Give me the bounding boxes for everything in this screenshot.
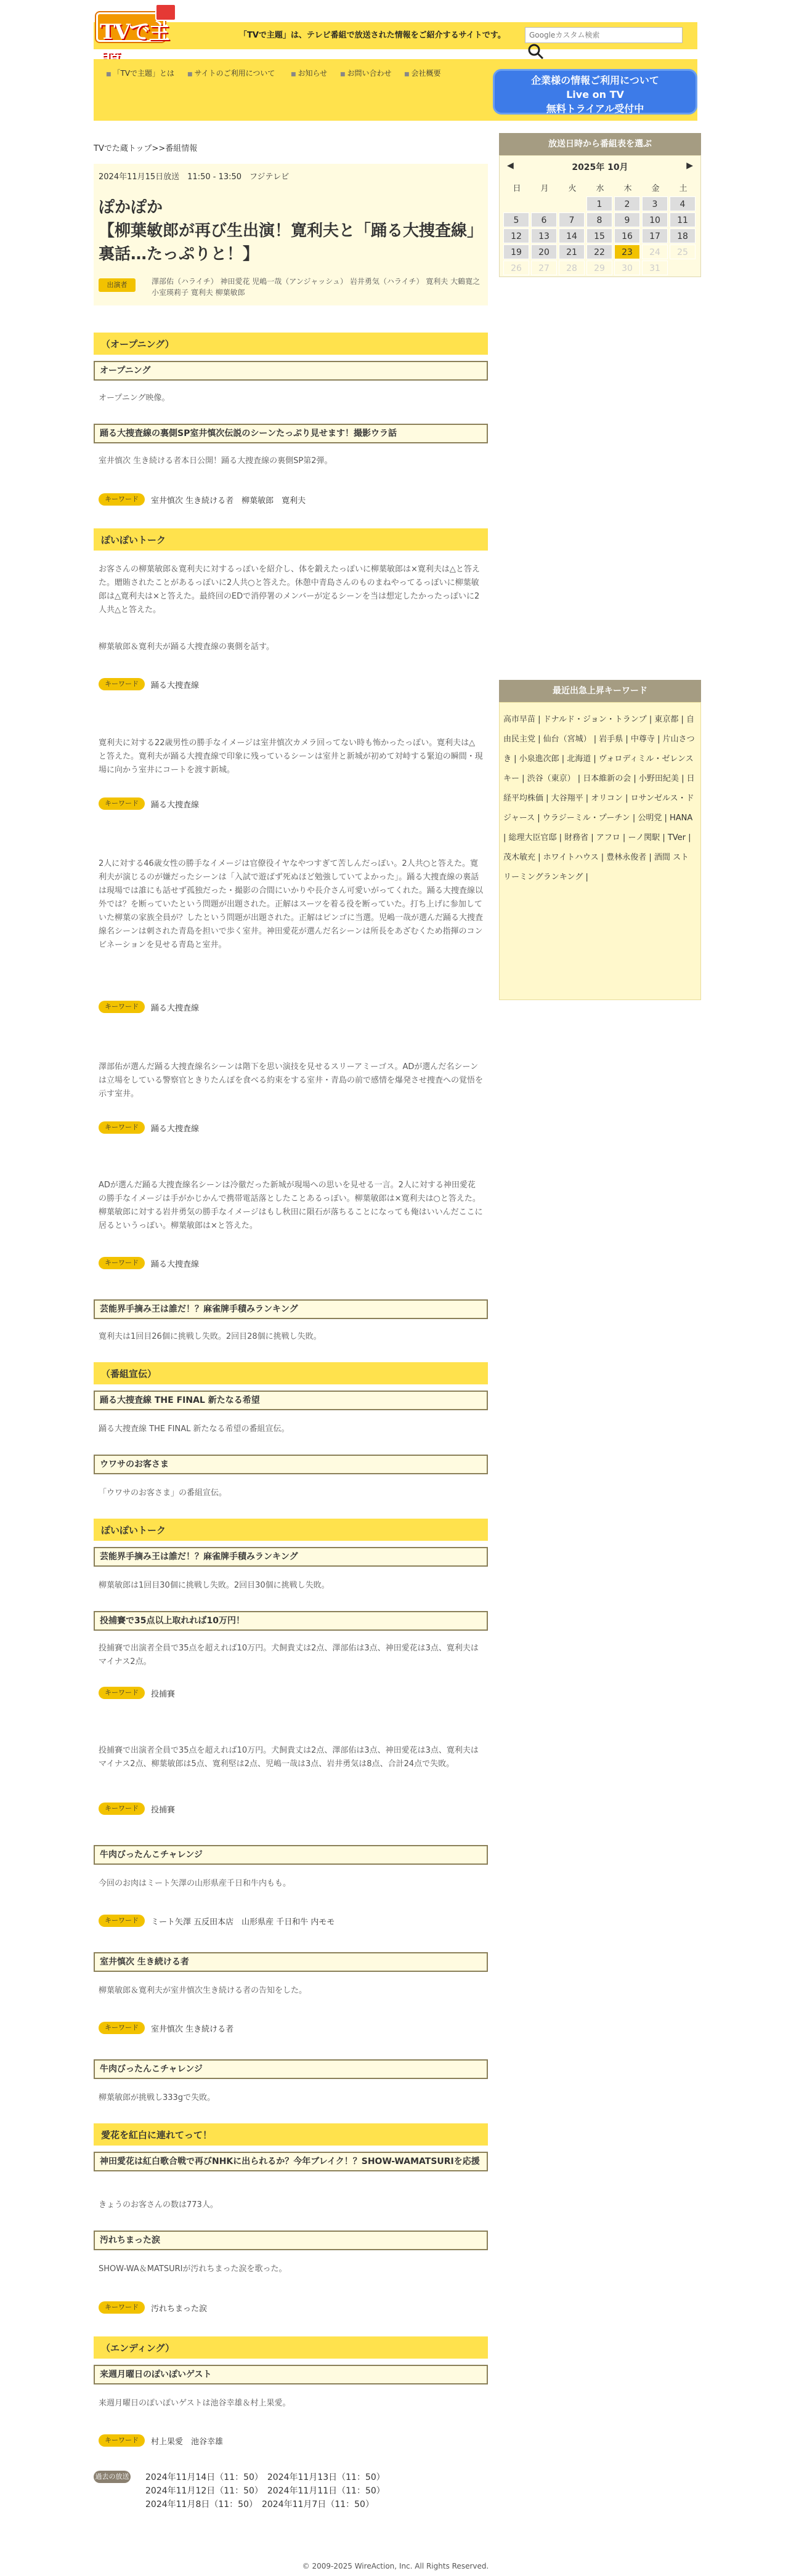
calendar-weekday: 日 <box>513 184 521 193</box>
calendar-day: 28 <box>559 260 585 275</box>
calendar-day[interactable]: 21 <box>559 244 585 259</box>
keyword-badge: キーワード <box>99 2434 145 2447</box>
calendar-day[interactable]: 22 <box>586 244 612 259</box>
keyword-link[interactable]: 踊る大捜査線 <box>151 680 200 690</box>
keyword-row <box>99 2021 233 2035</box>
calendar-day[interactable]: 17 <box>642 228 668 243</box>
calendar-day[interactable]: 7 <box>559 212 585 227</box>
topic-text: 来週月曜日のぽいぽいゲストは池谷幸雄＆村上果愛。 <box>99 2399 291 2408</box>
trending-keywords[interactable]: 高市早苗 | ドナルド・ジョン・トランプ | 東京都 | 自由民主党 | 仙台（宮城） | 岩手県 | 中尊寺 | 片山さつき | 小泉進次郎 | 北海道 | ヴォロディミル・ゼレンスキー | 渋谷（東京） | 日本維新の会 | 小野田紀美 | 日経平均株価 | 大谷翔平 | オリコン | ロサンゼルス・ドジャース | ウラジーミル・プーチン | 公明党 | HANA | 総理大臣官邸 | 財務省 | アフロ | ーノ関駅 | TVer | 茂木敏充 | ホワイトハウス | 豊林永俊者 | 酒間 ストリーミングランキング | <box>499 702 701 1000</box>
topic-text: 室井慎次 生き続ける者本日公開！踊る大捜査線の裏側SP第2弾。 <box>99 456 333 466</box>
nav-terms[interactable]: ■ サイトのご利用について <box>187 68 275 78</box>
calendar-weekday: 月 <box>540 184 549 193</box>
keyword-row <box>99 1000 199 1014</box>
topic-heading: 室井慎次 生き続ける者 <box>94 1952 488 1972</box>
keyword-badge: キーワード <box>99 1121 145 1134</box>
keyword-badge: キーワード <box>99 2301 145 2314</box>
cta-line-1: 企業様の情報ご利用について <box>531 75 659 86</box>
calendar-day[interactable]: 6 <box>531 212 557 227</box>
calendar-day[interactable]: 12 <box>503 228 529 243</box>
calendar-day: 29 <box>586 260 612 275</box>
calendar-day[interactable]: 1 <box>586 196 612 211</box>
breadcrumb-home[interactable]: TVでた蔵トップ <box>94 144 152 153</box>
calendar-day[interactable]: 11 <box>670 212 696 227</box>
calendar-day[interactable]: 4 <box>670 196 696 211</box>
keyword-row <box>99 1256 199 1270</box>
topic-text: きょうのお客さんの数は773人。 <box>99 2200 218 2210</box>
calendar-day[interactable]: 23 <box>614 244 640 259</box>
keyword-link[interactable]: 室井慎次 生き続ける者 柳葉敏郎 寛利夫 <box>151 496 306 506</box>
program-title <box>99 196 481 266</box>
sidebar-keywords <box>499 680 701 1000</box>
topic-text: 投捕賽で出演者全員で35点を超えれば10万円。犬飼貴丈は2点、澤部佑は3点、神田愛花は3点、寛利夫はマイナス2点、柳葉敏郎は5点、寛利堅は2点、児嶋一哉は3点、岩井勇気は8点、合計24点で失敗。 <box>99 1746 479 1769</box>
past-broadcast-link[interactable]: 2024年11月12日（11：50） 2024年11月11日（11：50） <box>145 2486 385 2496</box>
nav-contact[interactable]: ■ お問い合わせ <box>340 68 392 78</box>
topic-heading: 芸能界手摘み王は誰だ！？麻雀牌手積みランキング <box>94 1299 488 1319</box>
topic-heading: 来週月曜日のぽいぽいゲスト <box>94 2365 488 2384</box>
topic-heading: 踊る大捜査線 THE FINAL 新たなる希望 <box>94 1391 488 1410</box>
calendar-day: 27 <box>531 260 557 275</box>
cast-list: 澤部佑（ハライチ） 神田愛花 児嶋一哉（アンジャッシュ） 岩井勇気（ハライチ） 寛利夫 大鶴寛之 小室瑛莉子 寛利夫 柳葉敏郎 <box>152 277 481 297</box>
topic-heading: 投捕賽で35点以上取れれば10万円！ <box>94 1611 488 1631</box>
keyword-link[interactable]: 村上果愛 池谷幸雄 <box>151 2437 224 2447</box>
calendar-day[interactable]: 18 <box>670 228 696 243</box>
calendar-weekday: 火 <box>568 184 577 193</box>
keyword-row <box>99 493 306 506</box>
topic-heading: 汚れちまった涙 <box>94 2231 488 2250</box>
keyword-link[interactable]: ミート矢澤 五反田本店 山形県産 千日和牛 内モモ <box>151 1917 335 1927</box>
topic-heading: 芸能界手摘み王は誰だ！？麻雀牌手積みランキング <box>94 1547 488 1567</box>
topic-heading: 牛肉びったんこチャレンジ <box>94 2059 488 2079</box>
topic-text: 柳葉敏郎が挑戦し333gで失敗。 <box>99 2093 216 2102</box>
keyword-row <box>99 2301 207 2314</box>
cast-label: 出演者 <box>99 278 136 292</box>
calendar-weekday: 金 <box>651 184 660 193</box>
program-header <box>94 164 488 305</box>
keyword-row <box>99 1686 175 1700</box>
calendar-weekday: 水 <box>596 184 604 193</box>
keyword-row <box>99 797 199 810</box>
keywords-heading: 最近出急上昇キーワード <box>499 680 701 702</box>
topic-heading: 牛肉びったんこチャレンジ <box>94 1845 488 1865</box>
site-logo[interactable]: TVで主 <box>96 4 176 47</box>
calendar-day[interactable]: 5 <box>503 212 529 227</box>
calendar-weekday: 木 <box>623 184 632 193</box>
breadcrumb-current: 番組情報 <box>165 144 198 153</box>
topic-text: 澤部佑が選んだ踊る大捜査線名シーンは階下を思い演技を見せるスリーアミーゴス。ADが選んだ名シーンは立場をしている警察官ときりたんぽを食べる約束をする室井・青島の前で感情を爆発させ捜査への覚悟を示す室井。 <box>99 1062 484 1099</box>
section-heading: 愛花を紅白に連れてって！ <box>94 2123 488 2146</box>
calendar-weekday: 土 <box>679 184 688 193</box>
topic-text: 「ウワサのお客さま」の番組宣伝。 <box>99 1488 227 1498</box>
keyword-badge: キーワード <box>99 797 145 810</box>
topic-text: お客さんの柳葉敏郎＆寛利夫に対するっぽいを紹介し、体を鍛えたっぽいに柳葉敏郎は×寛利夫は△と答えた。贈賄されたことがあるっぽいに2人共○と答えた。休憩中青島さんのものまねやってるっぽいに柳葉敏郎は△寛利夫は×と答えた。最終回のEDで消停署のメンバーが定るシーンを当は想定したかったっぽいに2人共△と答えた。 <box>99 565 480 615</box>
sidebar-calendar <box>499 133 701 277</box>
topic-heading: オープニング <box>94 361 488 381</box>
topic-text: 今回のお肉はミート矢澤の山形県産千日和牛内もも。 <box>99 1879 291 1888</box>
section-heading: （番組宣伝） <box>94 1362 488 1384</box>
calendar-day: 24 <box>642 244 668 259</box>
calendar-day[interactable]: 14 <box>559 228 585 243</box>
keyword-badge: キーワード <box>99 1257 145 1269</box>
keyword-link[interactable]: 踊る大捜査線 <box>151 800 200 810</box>
topic-text: 柳葉敏郎は1回目30個に挑戦し失敗。2回目30個に挑戦し失敗。 <box>99 1581 330 1590</box>
keyword-link[interactable]: 踊る大捜査線 <box>151 1124 200 1134</box>
calendar-day[interactable]: 15 <box>586 228 612 243</box>
calendar-heading: 放送日時から番組表を選ぶ <box>499 133 701 155</box>
keyword-link[interactable]: 室井慎次 生き続ける者 <box>151 2024 234 2034</box>
breadcrumb-sep: >> <box>152 144 166 153</box>
footer-copyright: © 2009-2025 WireAction, Inc. All Rights Reserved. <box>302 2562 489 2570</box>
keyword-link[interactable]: 汚れちまった涙 <box>151 2304 208 2314</box>
breadcrumb <box>94 142 197 153</box>
keyword-row <box>99 1914 335 1928</box>
calendar-day[interactable]: 2 <box>614 196 640 211</box>
calendar-day[interactable]: 20 <box>531 244 557 259</box>
calendar-day[interactable]: 8 <box>586 212 612 227</box>
keyword-badge: キーワード <box>99 1001 145 1013</box>
topic-text: 投捕賽で出演者全員で35点を超えれば10万円。犬飼貴丈は2点、澤部佑は3点、神田愛花は3点、寛利夫はマイナス2点。 <box>99 1644 479 1666</box>
calendar-day: 26 <box>503 260 529 275</box>
section-heading: （オープニング） <box>94 333 488 355</box>
past-broadcast-link[interactable]: 2024年11月14日（11：50） 2024年11月13日（11：50） <box>145 2473 385 2482</box>
topic-text: ADが選んだ踊る大捜査線名シーンは冷徹だった新城が現場への思いを見せる一言。2人に対する神田愛花の勝手なイメージは手がかじかんで携帯電話落としたことあるっぽい。柳葉敏郎は×寛利夫は○と答えた。柳葉敏郎に対する岩井勇気の勝手なイメージはもし秋田に隕石が落ちることになっても俺はいいんだここに居るというっぽい。柳葉敏郎は×と答えた。 <box>99 1181 483 1230</box>
topic-text: SHOW-WA＆MATSURIが汚れちまった涙を歌った。 <box>99 2264 287 2274</box>
calendar <box>499 155 701 277</box>
topic-heading: ウワサのお客さま <box>94 1455 488 1474</box>
calendar-day: 30 <box>614 260 640 275</box>
topic-heading: 神田愛花は紅白歌合戦で再びNHKに出られるか？今年ブレイク！？SHOW-WAMATSURIを応援 <box>94 2152 488 2171</box>
search-input[interactable] <box>525 27 683 43</box>
keyword-badge: キーワード <box>99 2022 145 2034</box>
calendar-day[interactable]: 10 <box>642 212 668 227</box>
calendar-day: 25 <box>670 244 696 259</box>
keyword-row <box>99 1121 199 1134</box>
calendar-day[interactable]: 19 <box>503 244 529 259</box>
past-broadcast-link[interactable]: 2024年11月8日（11：50） 2024年11月7日（11：50） <box>145 2500 374 2509</box>
enterprise-cta-button[interactable] <box>493 69 697 115</box>
cta-line-2: Live on TV <box>566 89 624 100</box>
topic-text: 柳葉敏郎＆寛利夫が室井慎次生き続ける者の告知をした。 <box>99 1986 307 1995</box>
cta-line-3: 無料トライアル受付中 <box>546 103 644 115</box>
header-bar <box>94 22 697 49</box>
keyword-row <box>99 1802 175 1815</box>
keyword-row <box>99 677 199 691</box>
calendar-day[interactable]: 9 <box>614 212 640 227</box>
keyword-link[interactable]: 踊る大捜査線 <box>151 1003 200 1013</box>
past-broadcast-label: 過去の放送 <box>94 2471 131 2483</box>
search-icon[interactable] <box>527 43 545 60</box>
calendar-next-icon[interactable]: ▶ <box>686 161 693 171</box>
topic-text: 踊る大捜査線 THE FINAL 新たなる希望の番組宣伝。 <box>99 1424 290 1434</box>
keyword-badge: キーワード <box>99 1687 145 1699</box>
keyword-link[interactable]: 投捕賽 <box>151 1805 176 1815</box>
keyword-row <box>99 2434 223 2447</box>
keyword-badge: キーワード <box>99 1803 145 1815</box>
nav-about[interactable]: ■ 「TVで主題」とは <box>106 68 180 80</box>
keyword-link[interactable]: 踊る大捜査線 <box>151 1259 200 1269</box>
nav-company[interactable]: ■ 会社概要 <box>404 68 441 80</box>
nav-news[interactable]: ■ お知らせ <box>291 68 327 78</box>
topic-text: 寛利夫に対する22歳男性の勝手なイメージは室井慎次カメラ回ってない時も怖かったっぽい。寛利夫は△と答えた。寛利夫が踊る大捜査線で印象に残っているシーンは室井と新城が初めて対峙する緊迫の瞬間・現場に向かう室井にコートを渡す新城。 <box>99 738 483 775</box>
topic-text: 寛利夫は1回目26個に挑戦し失敗。2回目28個に挑戦し失敗。 <box>99 1332 322 1341</box>
calendar-day[interactable]: 16 <box>614 228 640 243</box>
air-date: 2024年11月15日放送 11:50 - 13:50 フジテレビ <box>99 172 290 182</box>
program-title-line1: ぽかぽか <box>99 198 163 217</box>
program-title-line2: 【柳葉敏郎が再び生出演！寛利夫と「踊る大捜査線」裏話…たっぷりと！】 <box>99 222 476 264</box>
calendar-day[interactable]: 3 <box>642 196 668 211</box>
keyword-badge: キーワード <box>99 1915 145 1927</box>
topic-heading: 踊る大捜査線の裏側SP室井慎次伝説のシーンたっぷり見せます！撮影ウラ話 <box>94 424 488 443</box>
calendar-day[interactable]: 13 <box>531 228 557 243</box>
keyword-badge: キーワード <box>99 493 145 506</box>
section-heading: ぽいぽいトーク <box>94 528 488 551</box>
topic-text: 柳葉敏郎＆寛利夫が踊る大捜査線の裏側を話す。 <box>99 642 274 652</box>
topic-text: オープニング映像。 <box>99 394 170 403</box>
keyword-link[interactable]: 投捕賽 <box>151 1689 176 1699</box>
section-heading: （エンディング） <box>94 2336 488 2359</box>
calendar-prev-icon[interactable]: ◀ <box>507 161 514 171</box>
site-tagline: 「TVで主題」は、テレビ番組で放送された情報をご紹介するサイトです。 <box>239 31 506 40</box>
past-broadcast-list <box>145 2471 385 2511</box>
calendar-month: 2025年 10月 <box>572 163 628 172</box>
topic-text: 2人に対する46歳女性の勝手なイメージは官僚役イヤなやつすぎて苦しんだっぽい。2人共○と答えた。寛利夫が演じるのが嫌だったシーンは「入試で遊ばず死ぬほど勉強していてよかった」。踊る大捜査線の裏話は現場では誰にも話せず孤独だった・撮影の合間にいかりや長介さん可愛いがってくれた。踊る大捜査線以外では？を断っていたという問題が出題された。正解はスーツを着る役を断っていた。打ち上げに参加していた柳葉の家族全員が？したという問題が出題された。正解はピンゴに当選。児嶋一哉が選んだ踊る大捜査線名シーンは刺された青島を担いで歩く室井。神田愛花が選んだ名シーンは所長をあざむくため指揮のコンビネーションを見せる青島と室井。 <box>99 859 484 950</box>
keyword-badge: キーワード <box>99 678 145 690</box>
section-heading: ぽいぽいトーク <box>94 1519 488 1541</box>
calendar-day: 31 <box>642 260 668 275</box>
